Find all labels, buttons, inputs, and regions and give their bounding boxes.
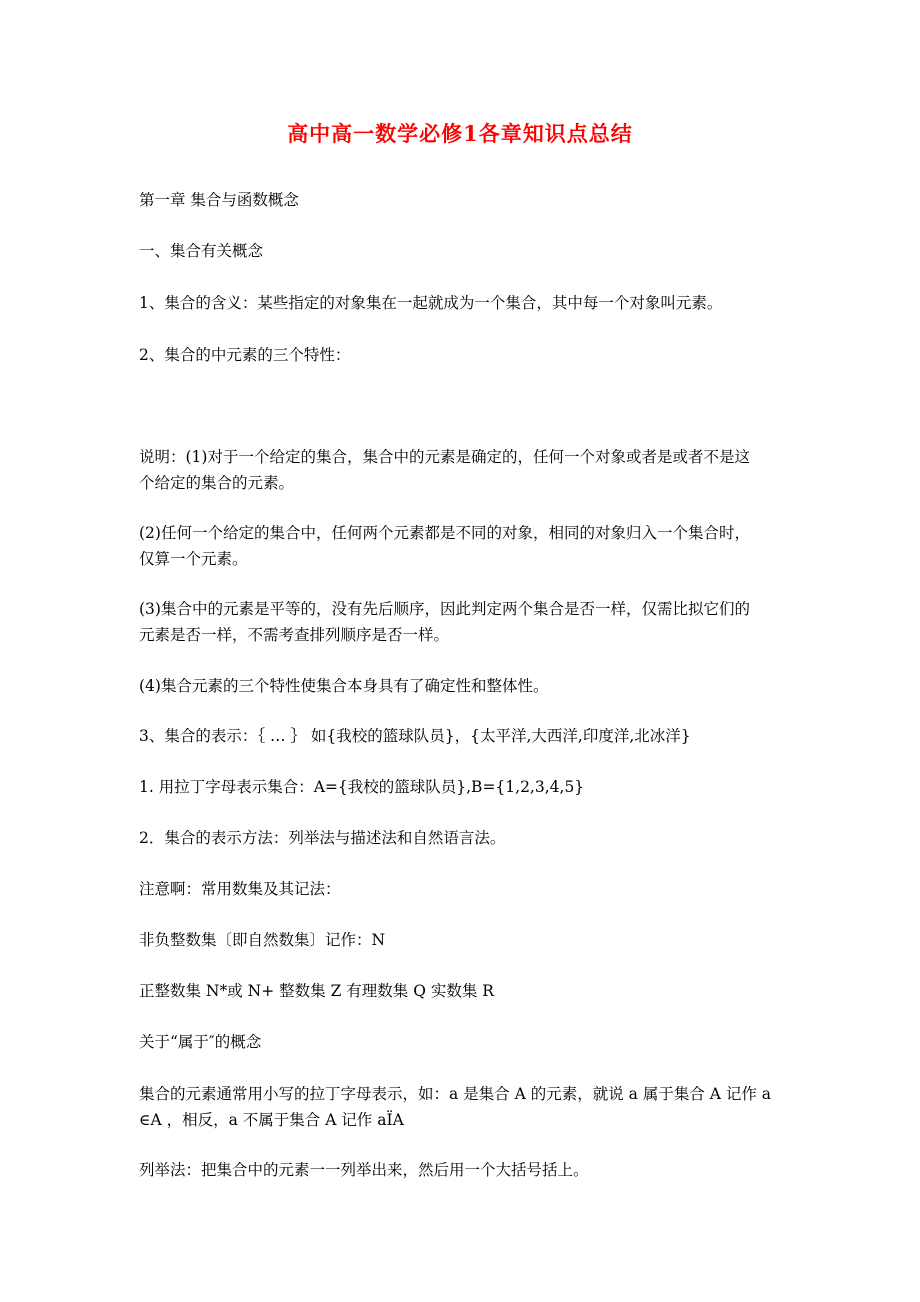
paragraph-line: 2．集合的表示方法：列举法与描述法和自然语言法。: [139, 829, 506, 847]
paragraph-line: 仅算一个元素。: [139, 550, 248, 568]
section-heading: 一、集合有关概念: [139, 242, 264, 260]
paragraph-line: 1、集合的含义：某些指定的对象集在一起就成为一个集合，其中每一个对象叫元素。: [139, 294, 723, 312]
document-title: 高中高一数学必修1各章知识点总结: [287, 121, 633, 146]
paragraph-line: 非负整数集〔即自然数集〕记作：N: [139, 931, 386, 949]
paragraph-line: (2)任何一个给定的集合中，任何两个元素都是不同的对象，相同的对象归入一个集合时，: [139, 524, 750, 542]
paragraph-line: 说明：(1)对于一个给定的集合，集合中的元素是确定的，任何一个对象或者是或者不是这: [139, 448, 750, 466]
paragraph-line: 1. 用拉丁字母表示集合：A={我校的篮球队员},B={1,2,3,4,5}: [139, 778, 585, 796]
paragraph-line: ∈A ，相反，a 不属于集合 A 记作 aÏA: [139, 1111, 404, 1129]
paragraph-line: 个给定的集合的元素。: [139, 474, 295, 492]
paragraph-line: 2、集合的中元素的三个特性：: [139, 346, 351, 364]
paragraph-line: 关于“属于″的概念: [139, 1033, 262, 1051]
paragraph-line: 元素是否一样，不需考查排列顺序是否一样。: [139, 626, 450, 644]
paragraph-line: (4)集合元素的三个特性使集合本身具有了确定性和整体性。: [139, 677, 549, 695]
paragraph-line: 3、集合的表示：｛ … ｝ 如{我校的篮球队员}，{太平洋,大西洋,印度洋,北冰洋}: [139, 727, 691, 745]
paragraph-line: 正整数集 N*或 N+ 整数集 Z 有理数集 Q 实数集 R: [139, 982, 494, 1000]
paragraph-line: 注意啊：常用数集及其记法：: [139, 880, 341, 898]
paragraph-line: (3)集合中的元素是平等的，没有先后顺序，因此判定两个集合是否一样，仅需比拟它们的: [139, 600, 750, 618]
paragraph-line: 集合的元素通常用小写的拉丁字母表示，如：a 是集合 A 的元素，就说 a 属于集合 A 记作 a: [139, 1085, 772, 1103]
paragraph-line: 列举法：把集合中的元素一一列举出来，然后用一个大括号括上。: [139, 1161, 589, 1179]
chapter-heading: 第一章 集合与函数概念: [139, 191, 299, 209]
